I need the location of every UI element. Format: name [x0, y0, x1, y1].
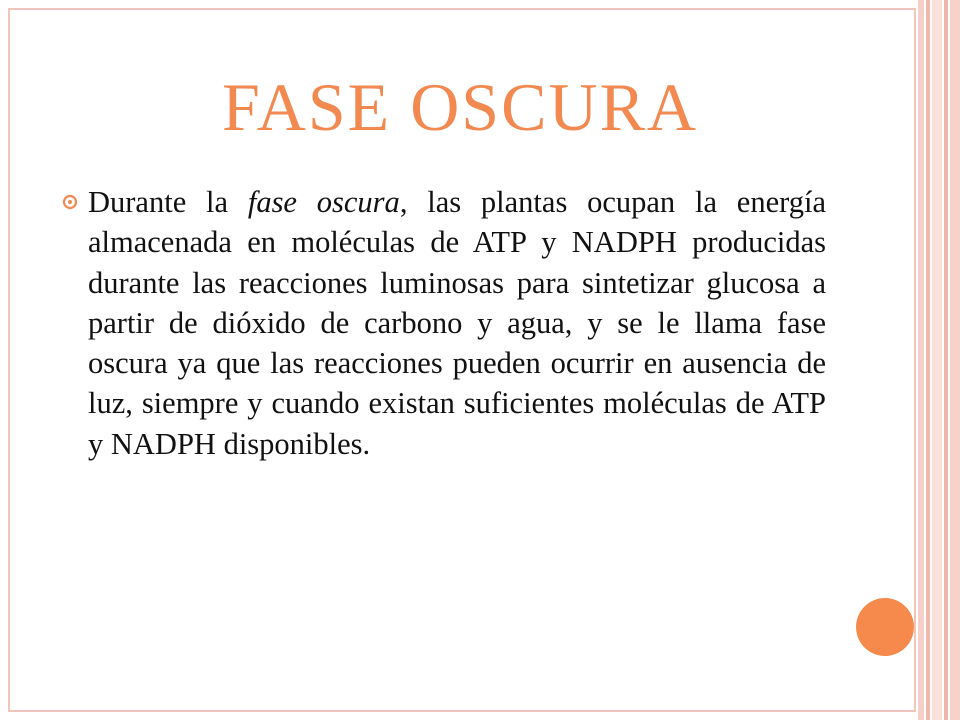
accent-circle-icon	[856, 598, 914, 656]
bullet-circle-icon	[62, 194, 78, 210]
bullet-text-emphasis: fase oscura	[247, 185, 400, 219]
bullet-text-start: Durante la	[88, 185, 248, 219]
decorative-stripe	[918, 0, 924, 720]
decorative-stripe	[950, 0, 960, 720]
decorative-stripe	[932, 0, 942, 720]
bullet-item	[62, 182, 828, 464]
decorative-stripe	[926, 0, 930, 720]
slide-title: FASE OSCURA	[221, 69, 699, 145]
bullet-text	[88, 182, 826, 464]
bullet-text-rest: , las plantas ocupan la energía almacenada en moléculas de ATP y NADPH producidas durante las reacciones luminosas para sintetizar glucosa a partir de dióxido de carbono y agua, y se le llama fase oscura ya que las reacciones pueden ocurrir en ausencia de luz, siempre y cuando existan suficientes moléculas de ATP y NADPH disponibles.	[88, 185, 826, 461]
decorative-stripe	[944, 0, 948, 720]
